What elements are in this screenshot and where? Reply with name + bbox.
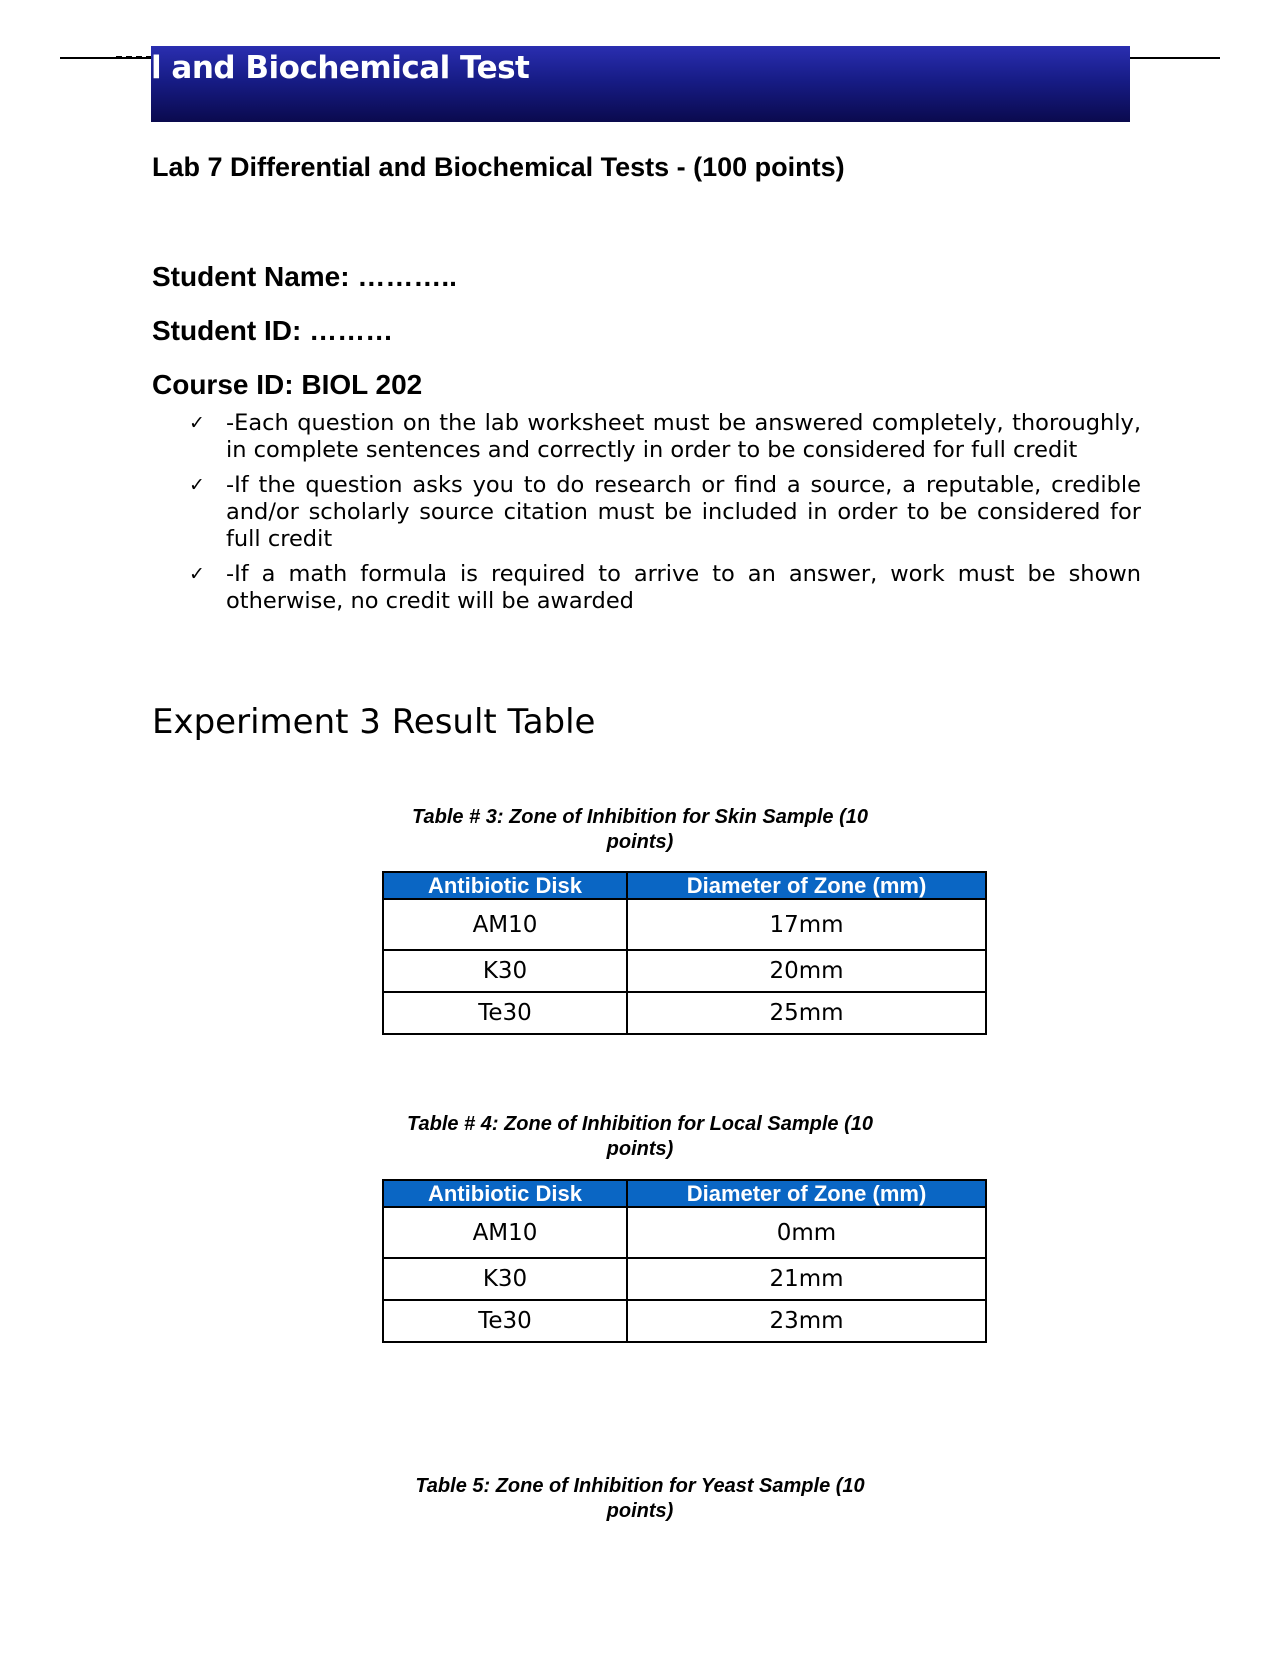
checkmark-icon: ✓ (189, 563, 205, 585)
table-header-row (383, 872, 986, 899)
list-item (186, 410, 1141, 464)
list-item (186, 472, 1141, 553)
table-caption: Table 5: Zone of Inhibition for Yeast Sample (10 points) (415, 1475, 865, 1522)
table-cell: 20mm (627, 950, 986, 992)
student-id-field: Student ID: ……… (152, 315, 394, 346)
table-cell: 0mm (627, 1207, 986, 1258)
course-id-field: Course ID: BIOL 202 (152, 369, 423, 400)
table-cell: 17mm (627, 899, 986, 950)
table-row (383, 1300, 986, 1342)
column-header: Antibiotic Disk (383, 1180, 627, 1207)
banner-title: l and Biochemical Test (151, 50, 530, 86)
column-header: Diameter of Zone (mm) (627, 872, 986, 899)
table-header-row (383, 1180, 986, 1207)
results-table-skin (382, 871, 987, 1035)
table-cell: AM10 (383, 899, 627, 950)
checkmark-icon: ✓ (189, 474, 205, 496)
student-name-field: Student Name: ……….. (152, 261, 457, 292)
table-row (383, 1207, 986, 1258)
table-row (383, 992, 986, 1034)
table-cell: AM10 (383, 1207, 627, 1258)
instruction-text: -If the question asks you to do research or find a source, a reputable, credible and/or scholarly source citation must be included in order to be considered for full credit (226, 472, 1141, 552)
column-header: Diameter of Zone (mm) (627, 1180, 986, 1207)
table-row (383, 1258, 986, 1300)
table-caption: Table # 4: Zone of Inhibition for Local Sample (10 points) (407, 1113, 873, 1160)
table-cell: K30 (383, 1258, 627, 1300)
results-table-local (382, 1179, 987, 1343)
section-heading: Experiment 3 Result Table (152, 702, 596, 742)
table-cell: 25mm (627, 992, 986, 1034)
list-item (186, 561, 1141, 615)
table-cell: 23mm (627, 1300, 986, 1342)
table-cell: 21mm (627, 1258, 986, 1300)
table-row (383, 950, 986, 992)
header-rule-right (1130, 57, 1220, 59)
lab-title: Lab 7 Differential and Biochemical Tests - (100 points) (152, 152, 845, 182)
table-row (383, 899, 986, 950)
instruction-list (186, 410, 1141, 623)
header-banner (151, 46, 1130, 122)
table-caption: Table # 3: Zone of Inhibition for Skin Sample (10 points) (412, 806, 868, 853)
header-rule-dash (116, 56, 152, 58)
table-cell: Te30 (383, 992, 627, 1034)
table-cell: K30 (383, 950, 627, 992)
instruction-text: -If a math formula is required to arrive to an answer, work must be shown otherwise, no credit will be awarded (226, 561, 1141, 614)
table-cell: Te30 (383, 1300, 627, 1342)
instruction-text: -Each question on the lab worksheet must be answered completely, thoroughly, in complete sentences and correctly in order to be considered for full credit (226, 410, 1141, 463)
column-header: Antibiotic Disk (383, 872, 627, 899)
checkmark-icon: ✓ (189, 412, 205, 434)
